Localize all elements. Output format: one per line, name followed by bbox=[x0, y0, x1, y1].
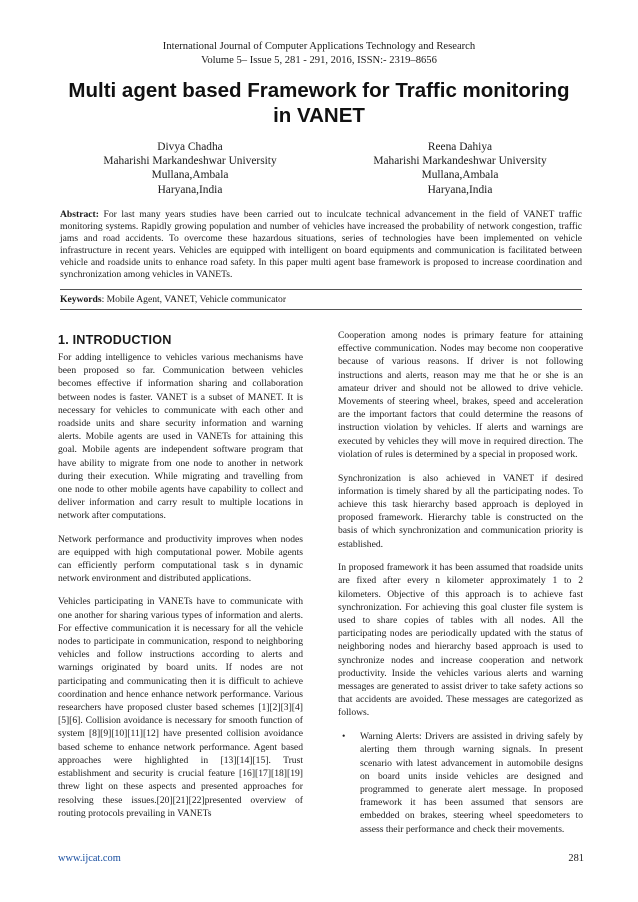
divider-bottom bbox=[60, 309, 582, 310]
author-name: Reena Dahiya bbox=[427, 141, 493, 153]
paragraph: Vehicles participating in VANETs have to communicate with one another for sharing various types of information and alerts. For effective communication it is necessary for all the vehicle nodes to participate in communication, respond to neighboring vehicles and follow instructions according to alerts and warnings originated by board units. If nodes are not participating and communicating then it is difficult to achieve coordination and hence enhance network performance. Various researchers have proposed cluster based schemes [1][2][3][4][5][6]. Collision avoidance is necessary for smooth function of system [8][9][10][11][12] have presented collision avoidance based scheme to enhance network performance. Agent based approaches were highlighted in [13][14][15]. Trust establishment and security is crucial feature [16][17][18][19] threw light on these aspects and presented approaches for resolving these issues.[20][21][22]presented overview of routing protocols prevailing in VANETs bbox=[58, 596, 303, 819]
paragraph: Network performance and productivity improves when nodes are equipped with high computational power. Mobile agents can efficiently perform computational task s in dynamic network environment and distributed applications. bbox=[58, 533, 303, 585]
author-block-1 bbox=[75, 140, 305, 197]
journal-name: International Journal of Computer Applications Technology and Research bbox=[162, 41, 476, 52]
right-column bbox=[338, 329, 583, 836]
journal-header bbox=[0, 40, 638, 67]
page-number: 281 bbox=[568, 853, 584, 864]
abstract bbox=[60, 209, 582, 282]
paragraph: Synchronization is also achieved in VANET if desired information is timely shared by all the participating nodes. To achieve this task hierarchy based approach is deployed in proposed framework. Hierarchy table is constructed on the basis of which synchronization and communication priority is established. bbox=[338, 472, 583, 550]
keywords-label: Keywords bbox=[60, 294, 102, 305]
left-column bbox=[58, 320, 303, 830]
paragraph: In proposed framework it has been assumed that roadside units are fixed after every n kilometer approximately 1 to 2 kilometers. Objective of this approach is to achieve fast synchronization. For achieving this goal cluster file system is used to share copies of tables with all nodes. All the participating nodes are periodically updated with the status of neighboring nodes and hierarchy based approach is used to synchronize nodes and increase cooperation and network productivity. Inside the vehicles various alerts and warning messages are generated to assist driver to take safety actions so that accidents are avoided. These messages are categorized as follows. bbox=[338, 562, 583, 719]
keywords-text: : Mobile Agent, VANET, Vehicle communicator bbox=[101, 294, 287, 305]
abstract-label: Abstract: bbox=[60, 209, 99, 220]
section-heading-introduction: 1. INTRODUCTION bbox=[58, 333, 172, 347]
author-name: Divya Chadha bbox=[157, 141, 223, 153]
bullet-icon: • bbox=[342, 731, 346, 743]
list-item-text: Warning Alerts: Drivers are assisted in driving safely by alerting them through warning signals. In present scenario with latest advancement in automobile designs on board units inside vehicles are designed and programmed to generate alert message. In proposed framework it has been assumed that sensors are embedded on brakes, steering wheel speedometers to assess their performance and check their movements. bbox=[360, 731, 583, 835]
list-item bbox=[338, 730, 583, 836]
paragraph: Cooperation among nodes is primary feature for attaining effective communication. Nodes may become non cooperative because of various reasons. If driver is not following instructions and alerts, reason may me that he or she is an amateur driver and should not be allowed to drive vehicle. Movements of steering wheel, brakes, speed and acceleration are the important factors that could determine the reasons of instruction violation by vehicles. If alerts and warnings are executed by vehicles they will move in required direction. The violation of rules is determined by a special in proposed work. bbox=[338, 330, 583, 460]
author-place: Mullana,Ambala bbox=[421, 169, 499, 182]
journal-website-link[interactable]: www.ijcat.com bbox=[58, 853, 121, 864]
author-place: Mullana,Ambala bbox=[151, 169, 229, 182]
alert-list bbox=[338, 730, 583, 836]
author-affiliation: Maharishi Markandeshwar University bbox=[373, 155, 547, 168]
journal-volume: Volume 5– Issue 5, 281 - 291, 2016, ISSN:- 2319–8656 bbox=[201, 54, 437, 66]
paper-title: Multi agent based Framework for Traffic monitoring in VANET bbox=[68, 79, 570, 127]
author-region: Haryana,India bbox=[157, 183, 223, 196]
paragraph: For adding intelligence to vehicles various mechanisms have been proposed so far. Communication between vehicles becomes effective if information sharing and collaboration between nodes is faster. VANET is a subset of MANET. It is necessary for vehicles to communicate with each other and roadside units and share security information and warning alerts. Mobile agents are used in VANETs for attaining this goal. Mobile agents are independent software program that have ability to migrate from one node to another in network during their execution. While migrating and travelling from one node to other mobile agents have capability to collect and deliver information and carry result to multiple locations in network after computations. bbox=[58, 352, 303, 522]
abstract-text: For last many years studies have been carried out to inculcate technical advancement in the field of VANET traffic monitoring systems. Rapidly growing population and number of vehicles have increased the probability of network congestion, traffic jams and road accidents. To overcome these hazardous situations, series of technologies have been implemented on vehicle infrastructure in recent years. Vehicles are equipped with intelligent on board equipments and communication is facilitated between vehicle and roadside units to enhance road safety. In this paper multi agent base framework is proposed to increase coordination and synchronization among vehicles in VANETs. bbox=[60, 209, 582, 281]
author-affiliation: Maharishi Markandeshwar University bbox=[103, 155, 277, 168]
author-block-2 bbox=[345, 140, 575, 197]
divider-top bbox=[60, 289, 582, 290]
author-region: Haryana,India bbox=[427, 183, 493, 196]
keywords bbox=[60, 294, 582, 306]
